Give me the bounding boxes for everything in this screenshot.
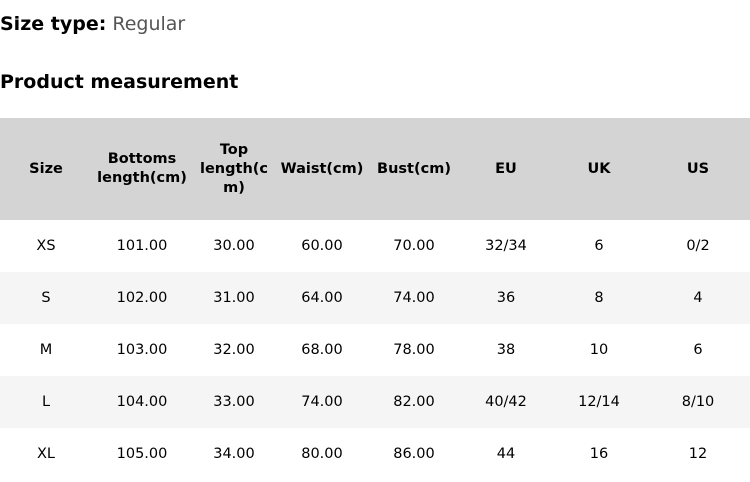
cell-waist: 74.00 [276,376,368,428]
cell-bust: 70.00 [368,220,460,272]
cell-top-length: 31.00 [192,272,276,324]
column-header-eu: EU [460,118,552,220]
size-type-row [0,12,185,36]
table-header-row [0,118,750,220]
table-row [0,428,750,480]
cell-waist: 60.00 [276,220,368,272]
table-row [0,376,750,428]
table-row [0,220,750,272]
column-header-waist: Waist(cm) [276,118,368,220]
table-body [0,220,750,480]
cell-us: 8/10 [646,376,750,428]
cell-eu: 44 [460,428,552,480]
cell-us: 12 [646,428,750,480]
size-type-value: Regular [112,13,186,35]
cell-size: S [0,272,92,324]
cell-bottoms-length: 104.00 [92,376,192,428]
column-header-bust: Bust(cm) [368,118,460,220]
table-row [0,324,750,376]
cell-size: M [0,324,92,376]
cell-uk: 6 [552,220,646,272]
cell-uk: 16 [552,428,646,480]
product-measurement-table-wrapper [0,118,750,480]
cell-waist: 68.00 [276,324,368,376]
cell-bottoms-length: 101.00 [92,220,192,272]
cell-size: XL [0,428,92,480]
column-header-uk: UK [552,118,646,220]
cell-uk: 12/14 [552,376,646,428]
cell-eu: 40/42 [460,376,552,428]
table-header [0,118,750,220]
size-type-label: Size type: [0,13,107,35]
cell-bust: 78.00 [368,324,460,376]
cell-us: 6 [646,324,750,376]
cell-eu: 38 [460,324,552,376]
cell-eu: 36 [460,272,552,324]
cell-top-length: 33.00 [192,376,276,428]
cell-eu: 32/34 [460,220,552,272]
cell-top-length: 30.00 [192,220,276,272]
cell-us: 0/2 [646,220,750,272]
cell-uk: 10 [552,324,646,376]
cell-bust: 86.00 [368,428,460,480]
column-header-size: Size [0,118,92,220]
cell-uk: 8 [552,272,646,324]
column-header-us: US [646,118,750,220]
cell-size: XS [0,220,92,272]
cell-waist: 80.00 [276,428,368,480]
cell-bottoms-length: 103.00 [92,324,192,376]
column-header-top-length: Top length(cm) [192,118,276,220]
cell-bottoms-length: 102.00 [92,272,192,324]
cell-waist: 64.00 [276,272,368,324]
cell-us: 4 [646,272,750,324]
cell-size: L [0,376,92,428]
cell-top-length: 34.00 [192,428,276,480]
cell-top-length: 32.00 [192,324,276,376]
table-row [0,272,750,324]
cell-bust: 82.00 [368,376,460,428]
product-measurement-table [0,118,750,480]
cell-bottoms-length: 105.00 [92,428,192,480]
page-title: Product measurement [0,71,239,93]
cell-bust: 74.00 [368,272,460,324]
column-header-bottoms-length: Bottoms length(cm) [92,118,192,220]
